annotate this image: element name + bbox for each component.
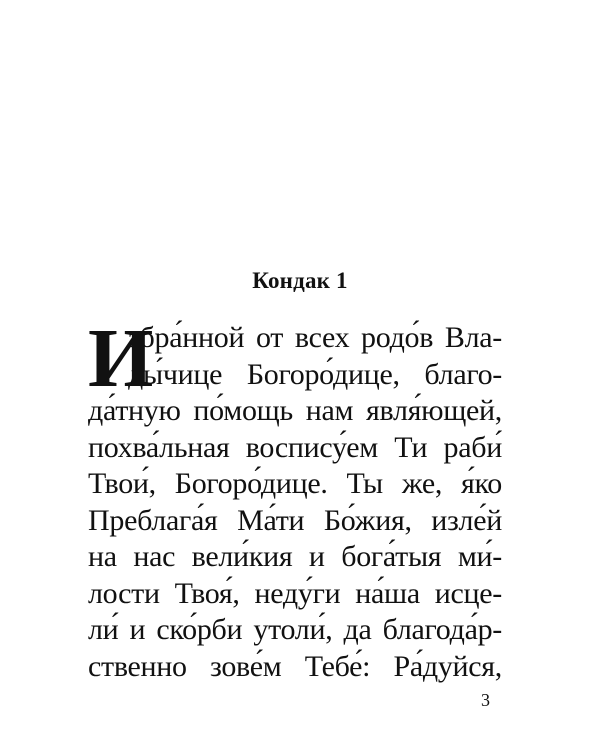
- text-line-2: ды́чице Богоро́дице, благо-: [128, 357, 502, 391]
- prayer-text: [88, 312, 502, 685]
- text-line-3: да́тную по́мощь нам явля́ющей,: [88, 394, 502, 427]
- text-line-8: лости Твоя́, неду́ги на́ша исце-: [88, 576, 502, 610]
- text-line-9: ли́ и ско́рби утоли́, да благода́р-: [88, 613, 502, 646]
- kontakion-heading: Кондак 1: [252, 268, 348, 293]
- drop-cap-letter: И: [88, 312, 154, 405]
- text-line-6: Преблага́я Ма́ти Бо́жия, изле́й: [88, 503, 502, 537]
- text-line-1: збра́нной от всех родо́в Вла-: [128, 321, 502, 354]
- text-line-7: на нас вели́кия и бога́тыя ми́-: [88, 540, 502, 573]
- text-line-4: похва́льная воспису́ем Ти раби́: [88, 430, 502, 464]
- text-line-10: ственно зове́м Тебе́: Ра́дуйся,: [88, 649, 502, 683]
- page-number: 3: [481, 690, 490, 710]
- text-line-5: Твои́, Богоро́дице. Ты же, я́ко: [88, 467, 502, 500]
